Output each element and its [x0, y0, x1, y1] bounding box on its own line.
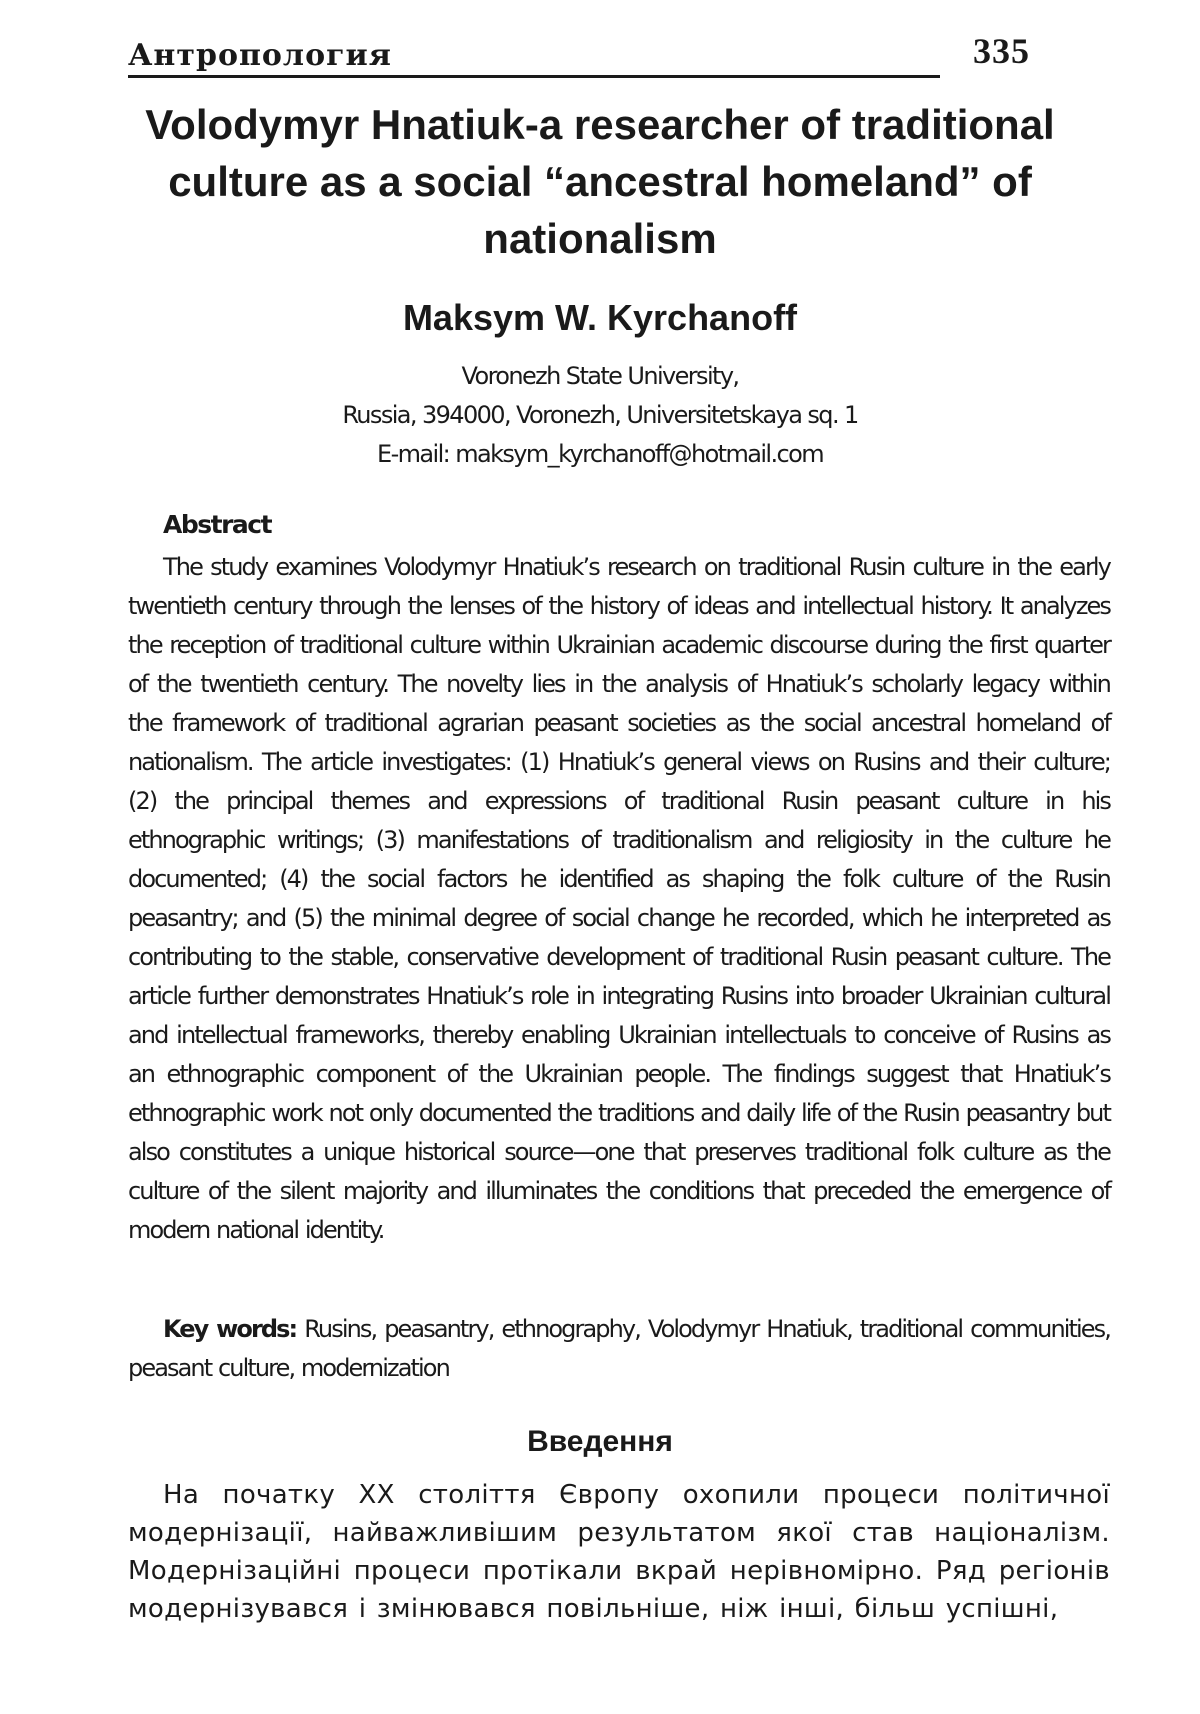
article-author: Maksym W. Kyrchanoff — [402, 297, 798, 338]
affiliation-email: E-mail: maksym_kyrchanoff@hotmail.com — [377, 440, 823, 468]
abstract-heading: Abstract — [163, 510, 272, 539]
journal-section-title: Антропология — [128, 38, 392, 73]
introduction-text: На початку XX століття Європу охопили процеси політичної модернізації, найважливішим результатом якої став націоналізм. Модернізаційні процеси протікали вкрай нерівномірно. Ряд регіонів модернізувався і змінювався повільніше, ніж інші, більш успішні, — [128, 1480, 1110, 1624]
affiliation-address: Russia, 394000, Voronezh, Universitetskaya sq. 1 — [342, 401, 858, 429]
keywords-paragraph — [128, 1310, 1110, 1388]
header-rule — [128, 75, 940, 78]
article-title: Volodymyr Hnatiuk-a researcher of traditional culture as a social “ancestral homeland” of nationalism — [145, 101, 1055, 262]
affiliation-institution: Voronezh State University, — [461, 362, 739, 390]
running-header — [128, 30, 1030, 73]
keywords-text: Rusins, peasantry, ethnography, Volodymyr Hnatiuk, traditional communities, peasant culture, modernization — [128, 1315, 1111, 1382]
page-number: 335 — [973, 31, 1030, 71]
keywords-label: Key words: — [163, 1315, 297, 1343]
introduction-heading: Введення — [527, 1425, 673, 1458]
abstract-text: The study examines Volodymyr Hnatiuk’s research on traditional Rusin culture in the early twentieth century through the lenses of the history of ideas and intellectual history. It analyzes the reception of traditional culture within Ukrainian academic discourse during the first quarter of the twentieth century. The novelty lies in the analysis of Hnatiuk’s scholarly legacy within the framework of traditional agrarian peasant societies as the social ancestral homeland of nationalism. The article investigates: (1) Hnatiuk’s general views on Rusins and their culture; (2) the principal themes and expressions of traditional Rusin peasant culture in his ethnographic writings; (3) manifestations of traditionalism and religiosity in the culture he documented; (4) the social factors he identified as shaping the folk culture of the Rusin peasantry; and (5) the minimal degree of social change he recorded, which he interpreted as contributing to the stable, conservative development of traditional Rusin peasant culture. The article further demonstrates Hnatiuk’s role in integrating Rusins into broader Ukrainian cultural and intellectual frameworks, thereby enabling Ukrainian intellectuals to conceive of Rusins as an ethnographic component of the Ukrainian people. The findings suggest that Hnatiuk’s ethnographic work not only documented the traditions and daily life of the Rusin peasantry but also constitutes a unique historical source—one that preserves traditional folk culture as the culture of the silent majority and illuminates the conditions that preceded the emergence of modern national identity. — [128, 553, 1110, 1244]
author-affiliation — [100, 357, 1100, 474]
